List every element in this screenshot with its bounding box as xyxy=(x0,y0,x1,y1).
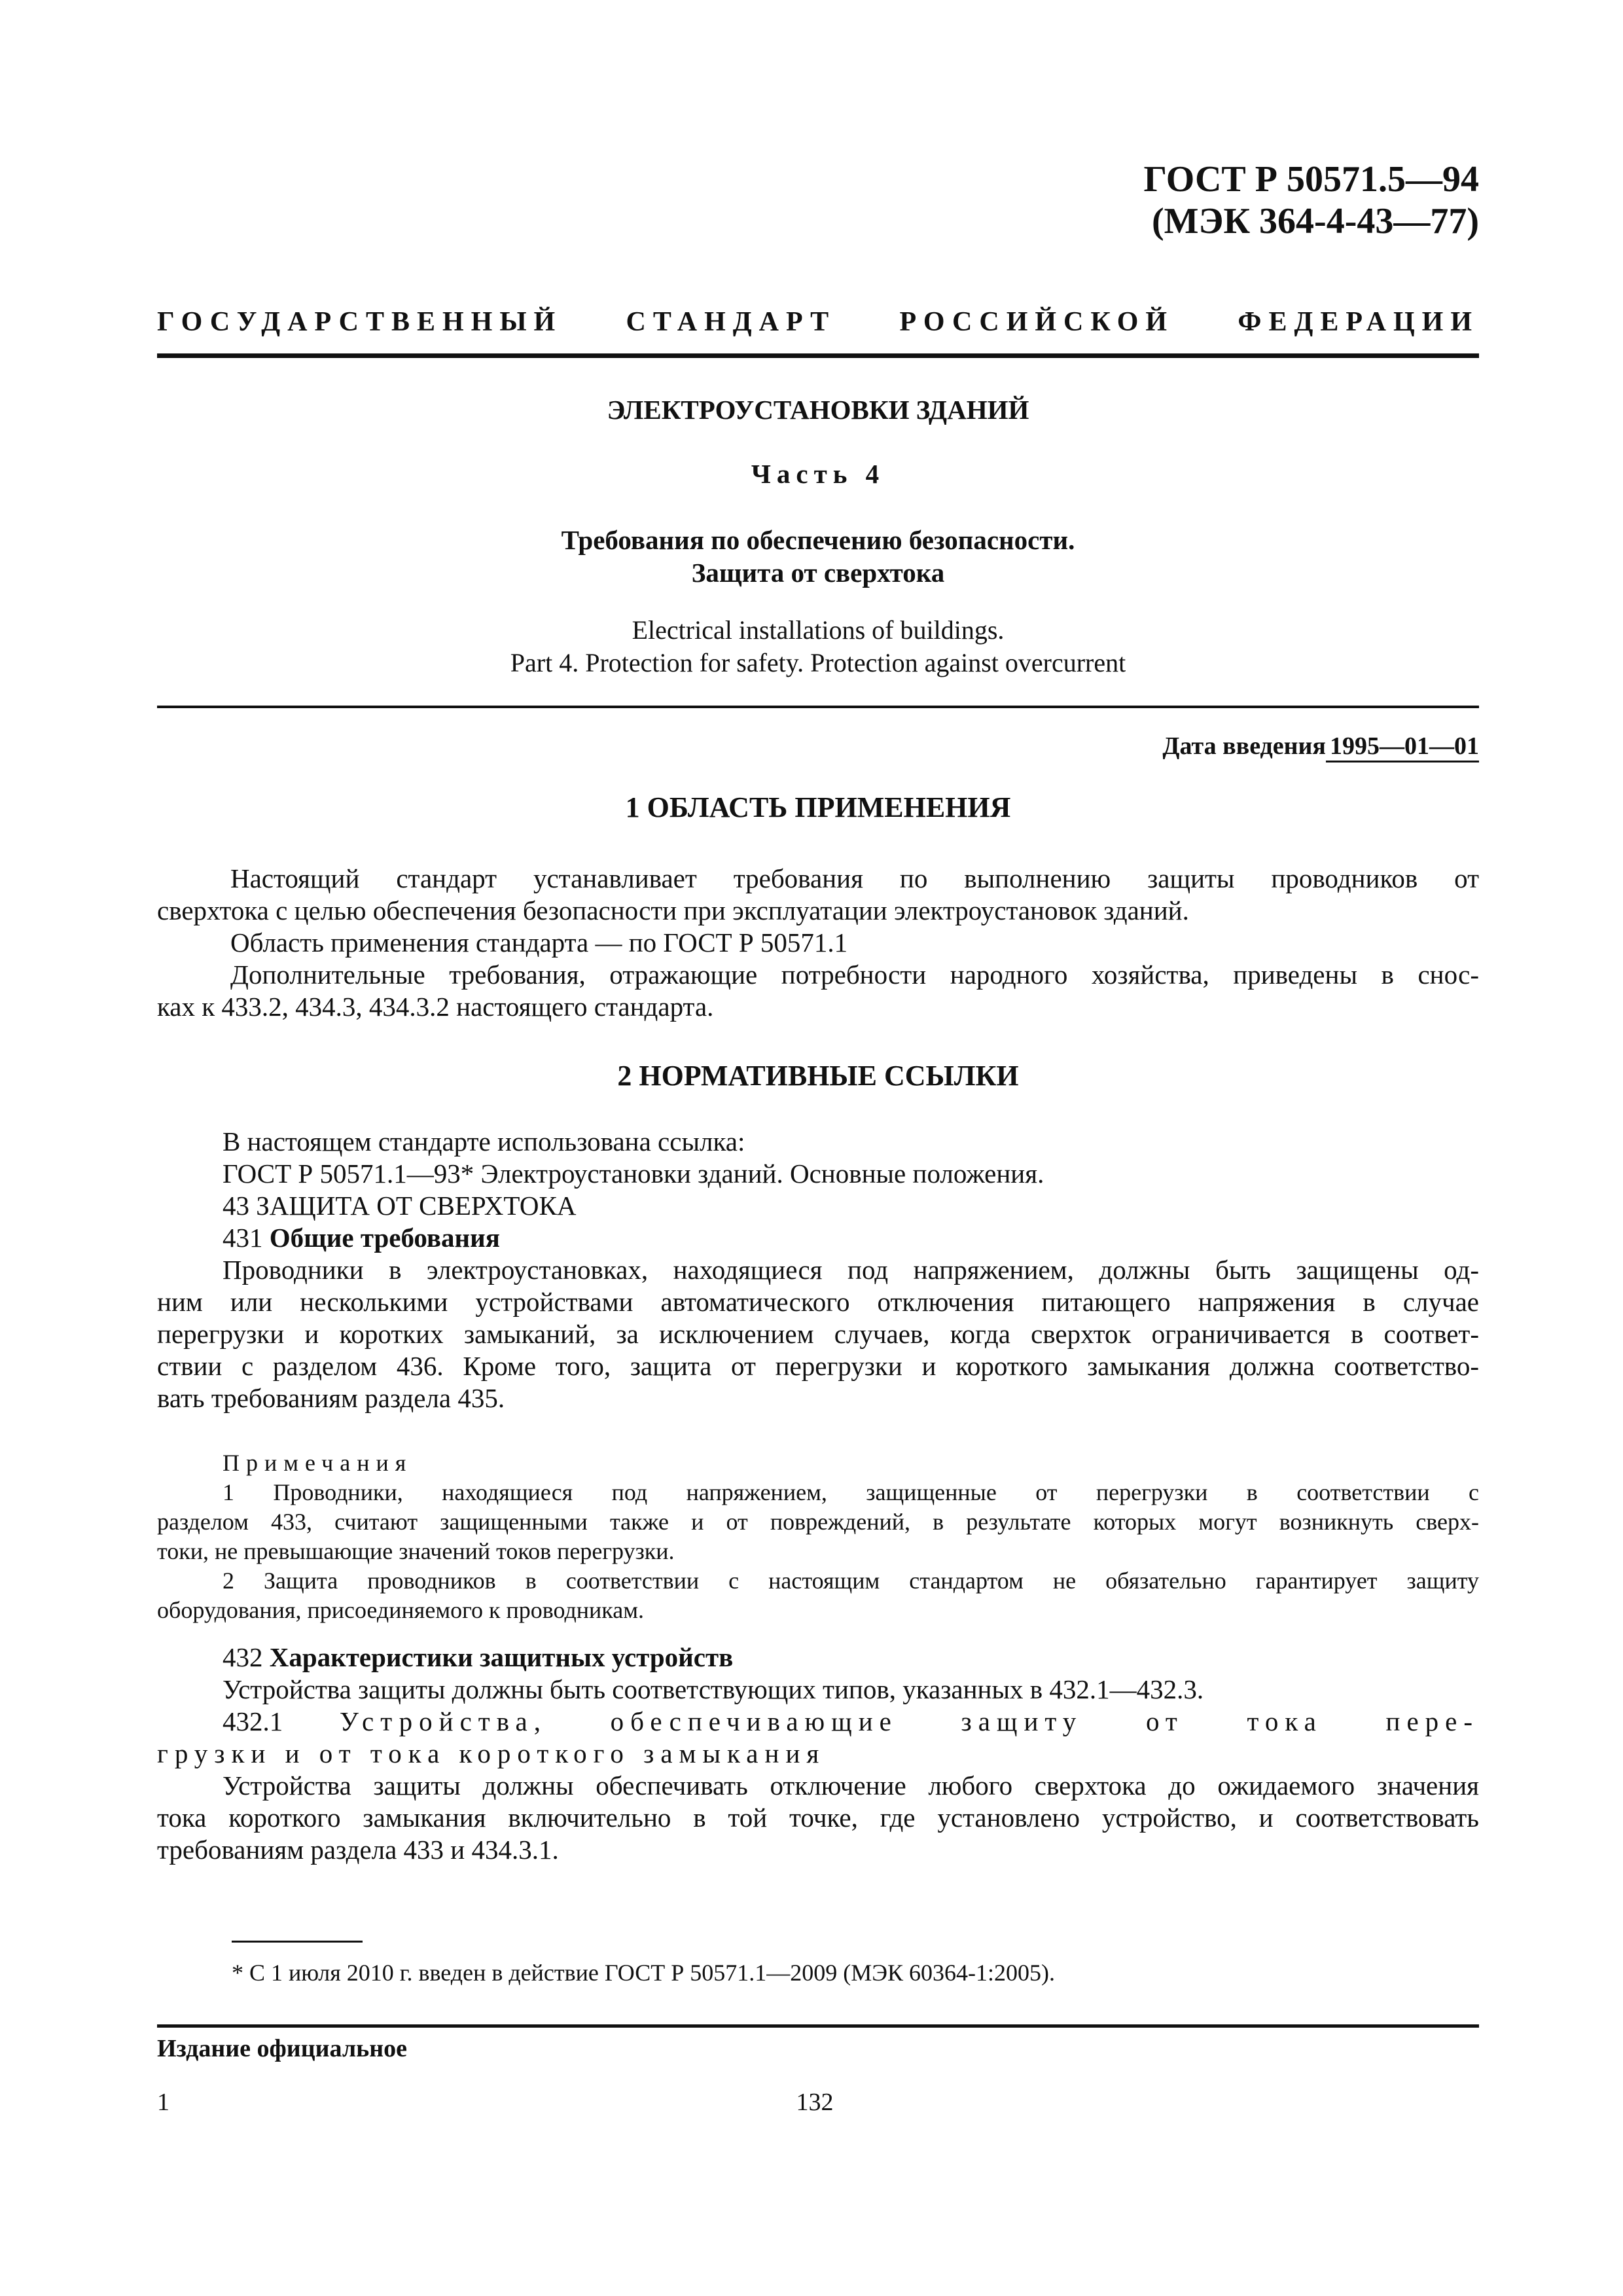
english-title-line: Part 4. Protection for safety. Protection against overcurrent xyxy=(510,648,1126,677)
english-title xyxy=(157,614,1479,679)
footer-divider xyxy=(157,2024,1479,2028)
text-line: ках к 433.2, 434.3, 434.3.2 настоящего стандарта. xyxy=(157,992,714,1022)
text-line: Устройства защиты должны обеспечивать отключение любого сверхтока до ожидаемого значения xyxy=(223,1770,1479,1801)
note-line: 1 Проводники, находящиеся под напряжением, защищенные от перегрузки в соответствии с xyxy=(223,1479,1479,1505)
subclause-title: Устройства, обеспечивающие защиту от тока пере- xyxy=(339,1706,1479,1736)
subtitle-line: Требования по обеспечению безопасности. xyxy=(561,525,1075,555)
text-line: Настоящий стандарт устанавливает требования по выполнению защиты проводников от xyxy=(230,863,1479,893)
text-line: требованиям раздела 433 и 434.3.1. xyxy=(157,1835,559,1865)
section-heading-references: 2 НОРМАТИВНЫЕ ССЫЛКИ xyxy=(617,1060,1019,1092)
text-line: ГОСТ Р 50571.1—93* Электроустановки зданий. Основные положения. xyxy=(223,1158,1044,1189)
clause-heading-432 xyxy=(157,1641,1479,1674)
clause-heading-431 xyxy=(157,1222,1479,1254)
iec-reference: (МЭК 364-4-43—77) xyxy=(1151,201,1479,242)
english-title-line: Electrical installations of buildings. xyxy=(632,615,1005,645)
clause-432 xyxy=(157,1641,1479,1866)
subclause-number: 432.1 xyxy=(223,1706,283,1736)
document-subtitle xyxy=(157,524,1479,589)
clause-title: Характеристики защитных устройств xyxy=(269,1642,734,1672)
title-divider xyxy=(157,706,1479,708)
text-line: сверхтока с целью обеспечения безопасности при эксплуатации электроустановок зданий. xyxy=(157,895,1189,925)
subclause-title-continued: грузки и от тока короткого замыкания xyxy=(157,1738,826,1768)
state-title-word: СТАНДАРТ xyxy=(626,307,836,337)
notes-label: Примечания xyxy=(223,1450,413,1476)
text-line: Дополнительные требования, отражающие потребности народного хозяйства, приведены в снос- xyxy=(230,960,1479,990)
text-line: Устройства защиты должны быть соответствующих типов, указанных в 432.1—432.3. xyxy=(223,1674,1204,1704)
footnote: * С 1 июля 2010 г. введен в действие ГОСТ Р 50571.1—2009 (МЭК 60364-1:2005). xyxy=(232,1960,1055,1986)
text-line: вать требованиям раздела 435. xyxy=(157,1383,505,1413)
state-standard-title xyxy=(157,306,1479,338)
notes-block xyxy=(157,1448,1479,1625)
page-number: 132 xyxy=(796,2089,834,2116)
part-label: Часть 4 xyxy=(751,459,885,489)
note-line: токи, не превышающие значений токов перегрузки. xyxy=(157,1538,675,1564)
sheet-number: 1 xyxy=(157,2089,169,2116)
state-title-word: ФЕДЕРАЦИИ xyxy=(1238,307,1479,337)
subtitle-line: Защита от сверхтока xyxy=(691,558,945,588)
text-line: В настоящем стандарте использована ссылка: xyxy=(223,1126,745,1157)
subclause-heading-line xyxy=(157,1706,1479,1738)
header-divider xyxy=(157,353,1479,358)
text-line: 43 ЗАЩИТА ОТ СВЕРХТОКА xyxy=(223,1191,577,1221)
state-title-word: ГОСУДАРСТВЕННЫЙ xyxy=(157,307,563,337)
section-heading-scope: 1 ОБЛАСТЬ ПРИМЕНЕНИЯ xyxy=(625,791,1011,823)
text-line: Область применения стандарта — по ГОСТ Р 50571.1 xyxy=(230,927,848,958)
document-title: ЭЛЕКТРОУСТАНОВКИ ЗДАНИЙ xyxy=(607,395,1029,425)
text-line: ствии с разделом 436. Кроме того, защита от перегрузки и короткого замыкания должна соответство- xyxy=(157,1351,1479,1381)
official-edition-label: Издание официальное xyxy=(157,2035,408,2062)
clause-number: 431 xyxy=(223,1223,263,1253)
effective-date-value: 1995—01—01 xyxy=(1326,732,1479,762)
text-line: Проводники в электроустановках, находящиеся под напряжением, должны быть защищены од- xyxy=(223,1255,1479,1285)
text-line: тока короткого замыкания включительно в той точке, где установлено устройство, и соответствовать xyxy=(157,1803,1479,1833)
note-line: 2 Защита проводников в соответствии с настоящим стандартом не обязательно гарантирует защиту xyxy=(223,1568,1479,1594)
note-line: оборудования, присоединяемого к проводникам. xyxy=(157,1597,644,1623)
footnote-separator xyxy=(232,1941,363,1943)
scope-paragraph xyxy=(157,863,1479,1023)
note-line: разделом 433, считают защищенными также и от повреждений, в результате которых могут возникнуть сверх- xyxy=(157,1509,1479,1535)
effective-date-label: Дата введения xyxy=(1162,732,1326,760)
text-line: перегрузки и коротких замыканий, за исключением случаев, когда сверхток ограничивается в соответ- xyxy=(157,1319,1479,1349)
effective-date xyxy=(1162,732,1479,762)
clause-title: Общие требования xyxy=(269,1223,500,1253)
standard-code xyxy=(1144,158,1479,242)
standard-number: ГОСТ Р 50571.5—94 xyxy=(1143,159,1479,200)
text-line: ним или несколькими устройствами автоматического отключения питающего напряжения в случае xyxy=(157,1287,1479,1317)
clause-number: 432 xyxy=(223,1642,263,1672)
references-paragraph xyxy=(157,1126,1479,1414)
state-title-word: РОССИЙСКОЙ xyxy=(899,307,1175,337)
